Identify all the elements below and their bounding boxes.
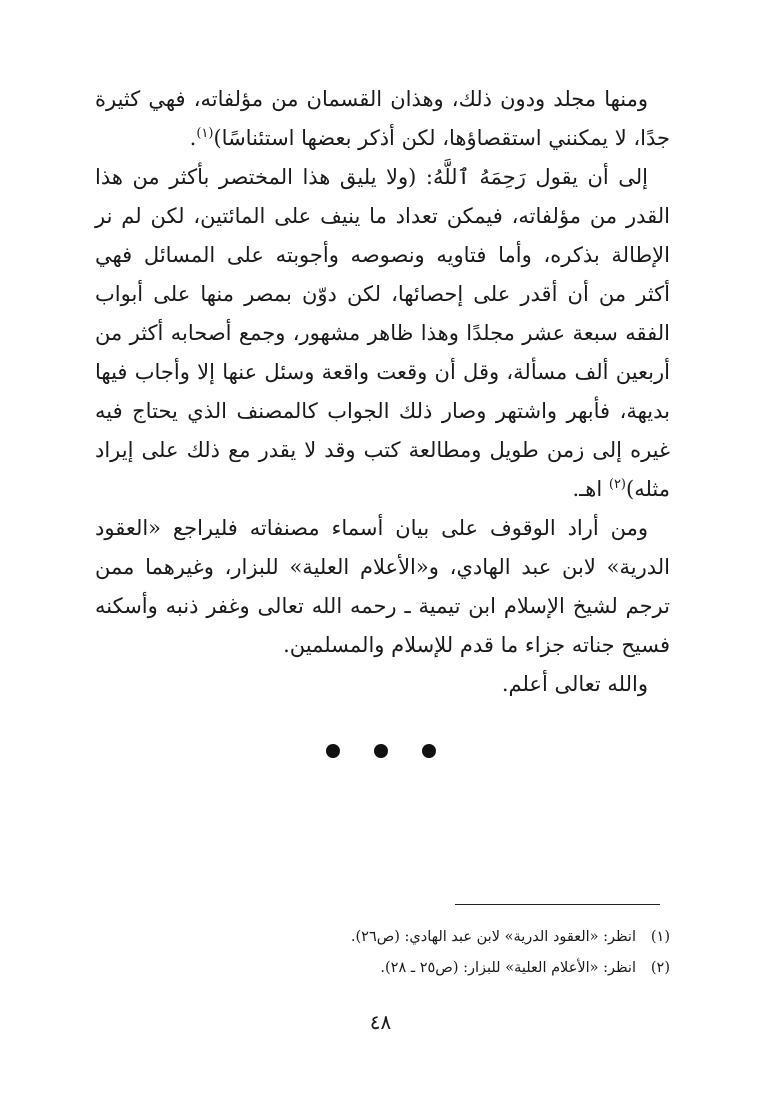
footnote-2-text: انظر: «الأعلام العلية» للبزار: (ص٢٥ ـ ٢٨). (380, 960, 636, 976)
section-separator (0, 744, 761, 758)
paragraph-2 (95, 158, 670, 509)
paragraph-2-text: إلى أن يقول رَحِمَهُ ٱللَّهُ: (ولا يليق هذا المختصر بأكثر من هذا القدر من مؤلفاته، فيمكن تعداد ما ينيف على المائتين، لكن لم نر الإطالة بذكره، وأما فتاويه ونصوصه وأجوبته على المسائل فهي أكثر من أن أقدر على إحصائها، لكن دوّن بمصر منها على أبواب الفقه سبعة عشر مجلدًا وهذا ظاهر مشهور، وجمع أصحابه أكثر من أربعين ألف مسألة، وقل أن وقعت واقعة وسئل عنها إلا وأجاب فيها بديهة، فأبهر واشتهر وصار ذلك الجواب كالمصنف الذي يحتاج فيه غيره إلى زمن طويل ومطالعة كتب وقد لا يقدر مع ذلك على إيراد مثله) (95, 165, 670, 501)
paragraph-4: والله تعالى أعلم. (501, 672, 648, 696)
footnote-ref-2: (٢) (608, 477, 626, 492)
paragraph-1 (95, 80, 670, 158)
footnote-2 (95, 953, 670, 984)
separator-dot-icon (422, 744, 436, 758)
paragraph-2-end: اهـ. (572, 477, 609, 501)
paragraph-1-text: ومنها مجلد ودون ذلك، وهذان القسمان من مؤلفاته، فهي كثيرة جدًا، لا يمكنني استقصاؤها، لكن أذكر بعضها استئناسًا) (95, 87, 670, 150)
footnote-1-text: انظر: «العقود الدرية» لابن عبد الهادي: (ص٢٦). (350, 929, 636, 945)
footnote-1 (95, 922, 670, 953)
main-text (95, 80, 670, 704)
separator-dot-icon (326, 744, 340, 758)
paragraph-1-end: . (189, 126, 197, 150)
page-number: ٤٨ (369, 1010, 392, 1034)
footnotes (95, 922, 670, 984)
footnote-1-number: (١) (650, 929, 670, 945)
footnote-2-number: (٢) (650, 960, 670, 976)
paragraph-3: ومن أراد الوقوف على بيان أسماء مصنفاته فليراجع «العقود الدرية» لابن عبد الهادي، و«الأعلام العلية» للبزار، وغيرهما ممن ترجم لشيخ الإسلام ابن تيمية ـ رحمه الله تعالى وغفر ذنبه وأسكنه فسيح جناته جزاء ما قدم للإسلام والمسلمين. (95, 516, 670, 657)
separator-dot-icon (374, 744, 388, 758)
footnote-divider (455, 904, 660, 905)
footnote-ref-1: (١) (196, 126, 214, 141)
